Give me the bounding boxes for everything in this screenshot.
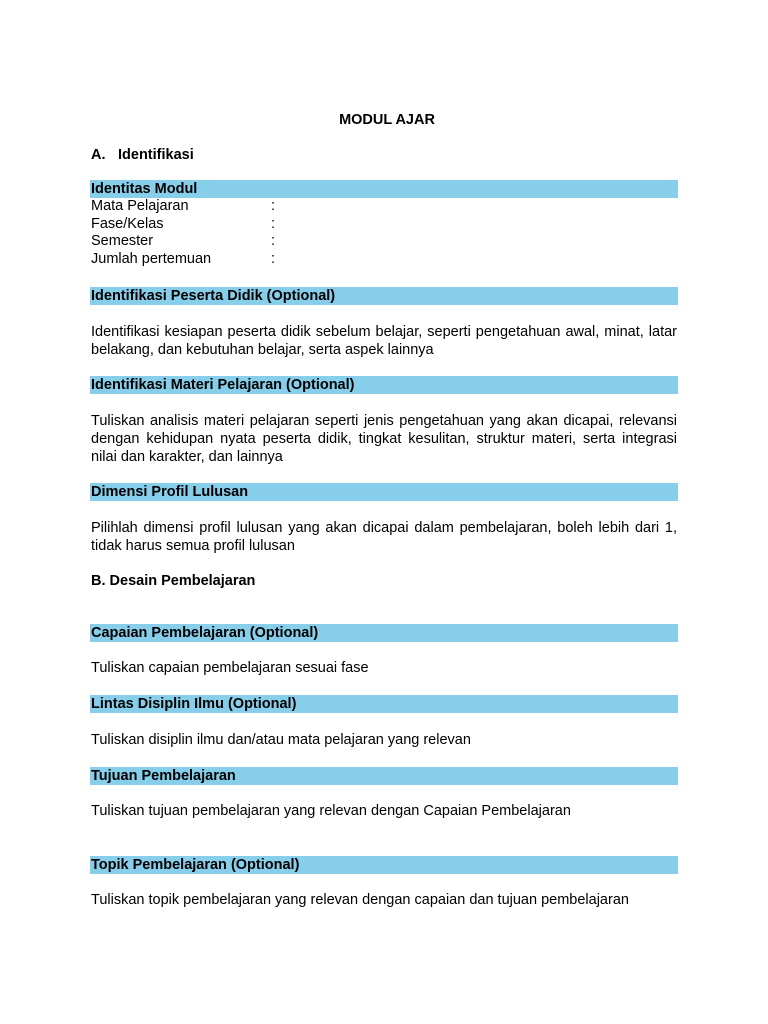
field-jumlah-pertemuan <box>91 251 276 269</box>
tujuan-pembelajaran-header: Tujuan Pembelajaran <box>90 767 678 785</box>
field-separator: : <box>271 198 276 214</box>
field-fase-kelas <box>91 215 276 234</box>
dimensi-profil-header: Dimensi Profil Lulusan <box>90 483 678 501</box>
section-a-heading <box>91 146 194 164</box>
capaian-pembelajaran-body: Tuliskan capaian pembelajaran sesuai fase <box>91 660 369 676</box>
field-separator: : <box>271 233 276 249</box>
field-label: Mata Pelajaran <box>91 198 189 214</box>
topik-pembelajaran-header: Topik Pembelajaran (Optional) <box>90 856 678 874</box>
field-separator: : <box>271 251 276 267</box>
topik-pembelajaran-body: Tuliskan topik pembelajaran yang relevan dengan capaian dan tujuan pembelajaran <box>91 892 629 908</box>
dimensi-profil-body: Pilihlah dimensi profil lulusan yang akan dicapai dalam pembelajaran, boleh lebih dari 1, tidak harus semua profil lulusan <box>91 520 677 554</box>
materi-pelajaran-body: Tuliskan analisis materi pelajaran seperti jenis pengetahuan yang akan dicapai, relevansi dengan kehidupan nyata peserta didik, tingkat kesulitan, struktur materi, serta integrasi nilai dan karakter, dan lainnya <box>91 413 677 465</box>
field-mata-pelajaran <box>91 198 276 216</box>
peserta-didik-body: Identifikasi kesiapan peserta didik sebelum belajar, seperti pengetahuan awal, minat, latar belakang, dan kebutuhan belajar, serta aspek lainnya <box>91 324 677 358</box>
capaian-pembelajaran-header: Capaian Pembelajaran (Optional) <box>90 624 678 642</box>
field-separator: : <box>271 215 276 232</box>
materi-pelajaran-header: Identifikasi Materi Pelajaran (Optional) <box>90 376 678 394</box>
lintas-disiplin-body: Tuliskan disiplin ilmu dan/atau mata pelajaran yang relevan <box>91 732 471 748</box>
section-b-heading: B. Desain Pembelajaran <box>91 573 256 589</box>
field-label: Fase/Kelas <box>91 215 164 232</box>
identitas-modul-header: Identitas Modul <box>90 180 678 198</box>
field-semester <box>91 233 276 251</box>
peserta-didik-header: Identifikasi Peserta Didik (Optional) <box>90 287 678 305</box>
document-title: MODUL AJAR <box>339 112 435 128</box>
tujuan-pembelajaran-body: Tuliskan tujuan pembelajaran yang relevan dengan Capaian Pembelajaran <box>91 803 571 819</box>
section-a-label: Identifikasi <box>118 147 194 163</box>
lintas-disiplin-header: Lintas Disiplin Ilmu (Optional) <box>90 695 678 713</box>
field-label: Jumlah pertemuan <box>91 251 212 267</box>
field-label: Semester <box>91 233 154 249</box>
section-a-letter: A. <box>91 147 106 163</box>
